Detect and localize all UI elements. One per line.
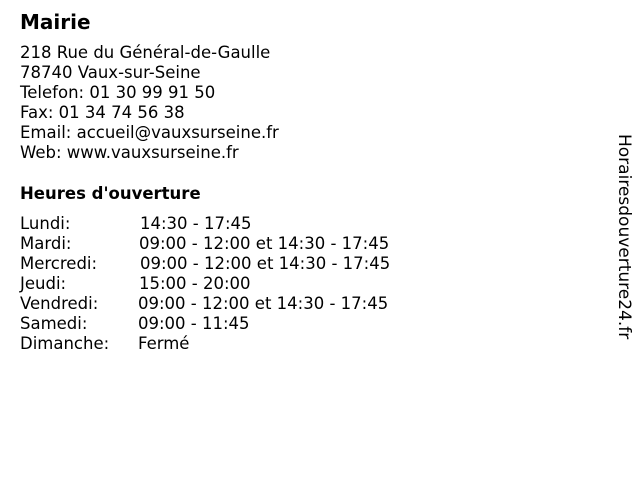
time-value: 09:00 - 11:45 bbox=[138, 314, 250, 333]
day-label: Samedi: bbox=[20, 314, 88, 333]
fax-line: Fax: 01 34 74 56 38 bbox=[20, 103, 185, 122]
time-value: 09:00 - 12:00 et 14:30 - 17:45 bbox=[138, 294, 389, 313]
page-title: Mairie bbox=[20, 10, 91, 34]
day-label: Mercredi: bbox=[20, 254, 98, 273]
day-label: Jeudi: bbox=[20, 274, 67, 293]
time-value: 14:30 - 17:45 bbox=[140, 214, 252, 233]
phone-line: Telefon: 01 30 99 91 50 bbox=[20, 83, 216, 102]
day-label: Lundi: bbox=[20, 214, 71, 233]
time-value: Fermé bbox=[138, 334, 190, 353]
day-label: Vendredi: bbox=[20, 294, 99, 313]
hours-heading: Heures d'ouverture bbox=[20, 184, 201, 203]
brand-watermark: Horairesdouverture24.fr bbox=[614, 134, 634, 340]
time-value: 15:00 - 20:00 bbox=[139, 274, 251, 293]
email-line: Email: accueil@vauxsurseine.fr bbox=[20, 123, 279, 142]
web-line: Web: www.vauxsurseine.fr bbox=[20, 143, 239, 162]
address-street: 218 Rue du Général-de-Gaulle bbox=[20, 43, 271, 62]
contact-block bbox=[20, 43, 279, 163]
time-value: 09:00 - 12:00 et 14:30 - 17:45 bbox=[140, 254, 391, 273]
day-label: Mardi: bbox=[20, 234, 72, 253]
time-value: 09:00 - 12:00 et 14:30 - 17:45 bbox=[139, 234, 390, 253]
day-label: Dimanche: bbox=[20, 334, 110, 353]
address-city: 78740 Vaux-sur-Seine bbox=[20, 63, 201, 82]
